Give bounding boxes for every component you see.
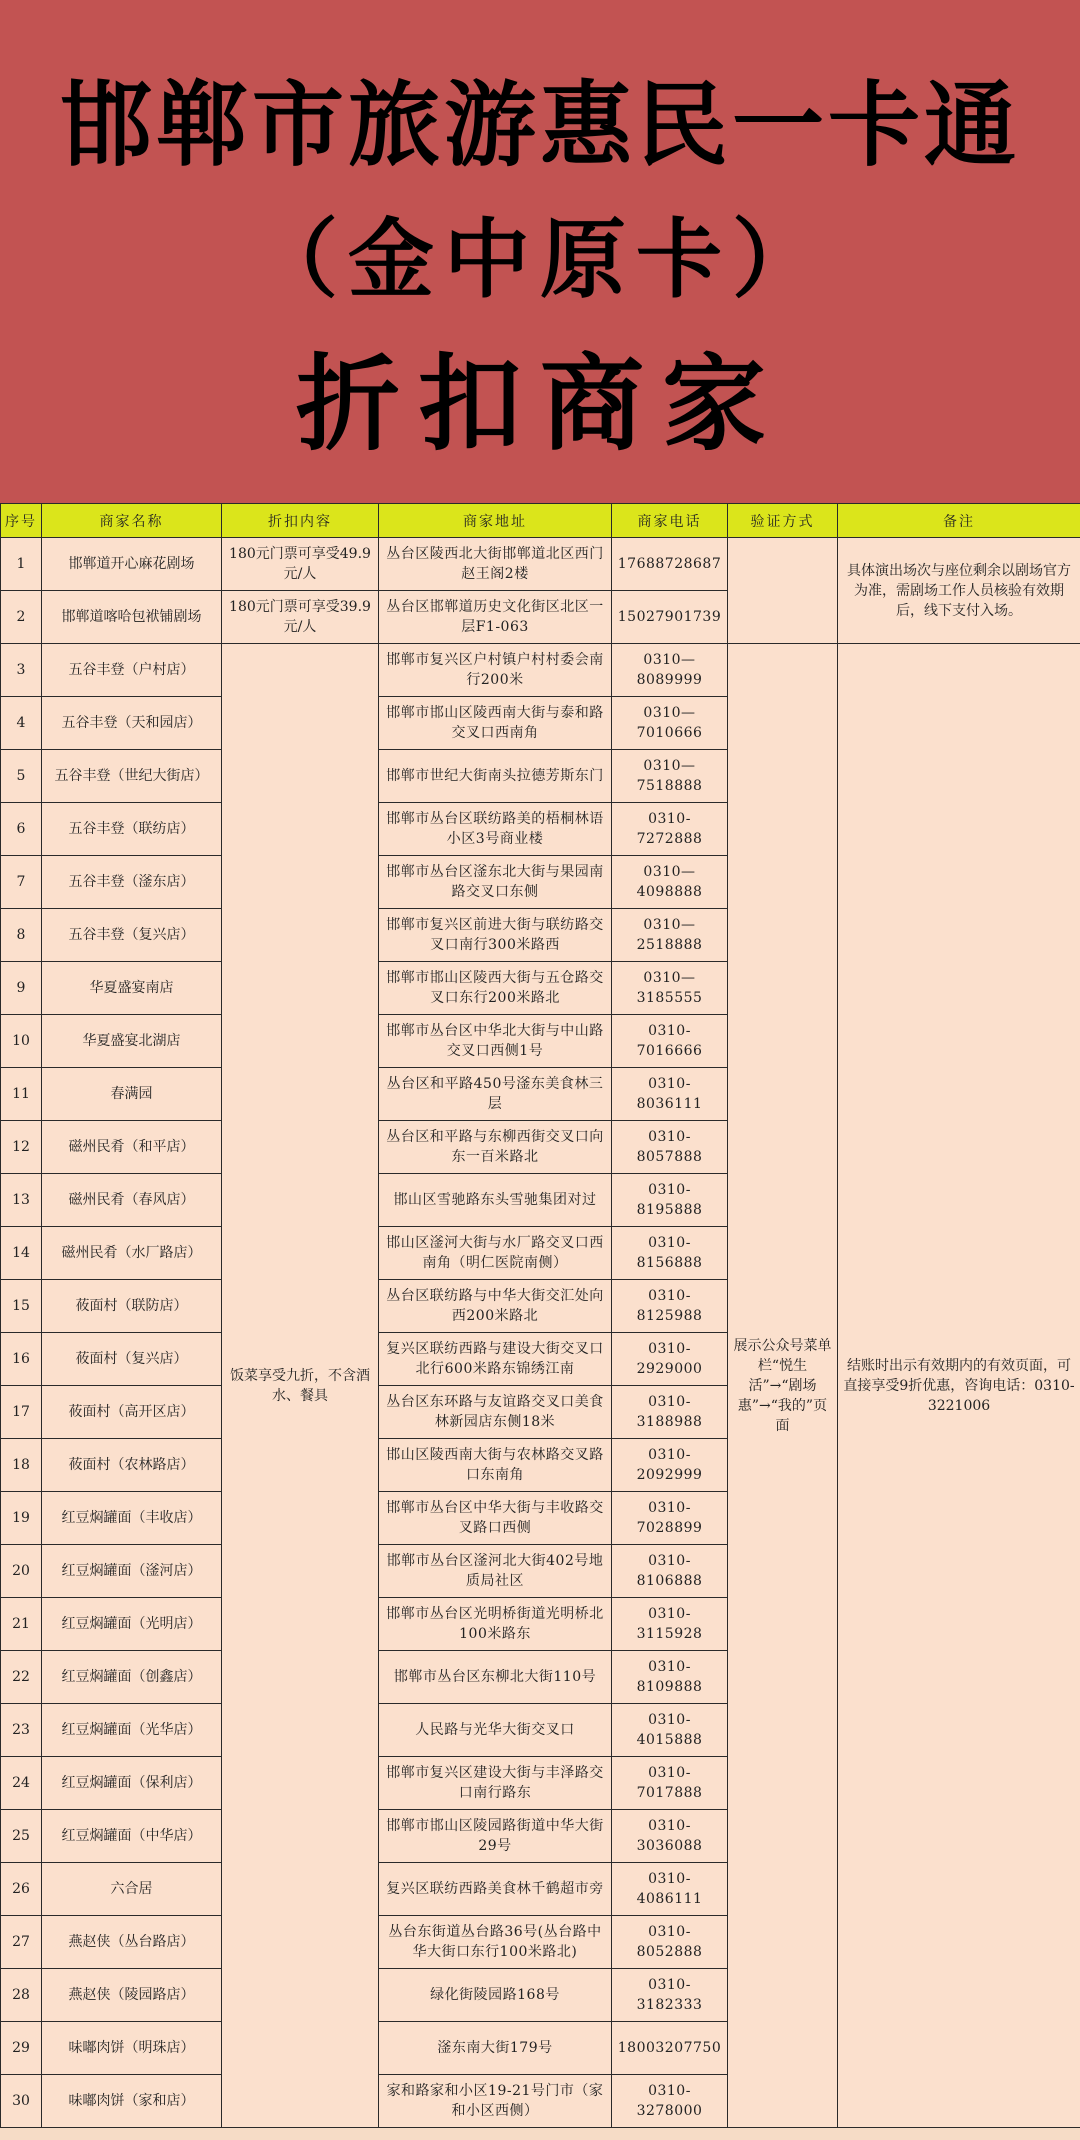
row-number: 12 (1, 1121, 42, 1174)
merchant-name: 莜面村（复兴店） (42, 1333, 222, 1386)
merchant-address: 邯郸市丛台区联纺路美的梧桐林语小区3号商业楼 (379, 803, 612, 856)
row-number: 7 (1, 856, 42, 909)
merchant-name: 红豆焖罐面（丰收店） (42, 1492, 222, 1545)
merchant-phone: 0310-8057888 (612, 1121, 728, 1174)
merchant-address: 丛台区邯郸道历史文化街区北区一层F1-063 (379, 591, 612, 644)
merchant-name: 六合居 (42, 1863, 222, 1916)
merchant-name: 莜面村（联防店） (42, 1280, 222, 1333)
merchant-table (0, 503, 1080, 2128)
merchant-address: 邯郸市丛台区中华北大街与中山路交叉口西侧1号 (379, 1015, 612, 1068)
title-line-2: （金中原卡） (252, 210, 828, 310)
merchant-phone: 0310—7518888 (612, 750, 728, 803)
merchant-name: 红豆焖罐面（滏河店） (42, 1545, 222, 1598)
merchant-name: 五谷丰登（复兴店） (42, 909, 222, 962)
merchant-name: 磁州民肴（春风店） (42, 1174, 222, 1227)
merchant-name: 五谷丰登（世纪大街店） (42, 750, 222, 803)
verify-method-empty (728, 538, 838, 644)
merchant-address: 邯郸市复兴区户村镇户村村委会南行200米 (379, 644, 612, 697)
merchant-phone: 0310-7017888 (612, 1757, 728, 1810)
title-line-1: 邯郸市旅游惠民一卡通 (59, 72, 1020, 179)
row-number: 30 (1, 2075, 42, 2128)
remark: 具体演出场次与座位剩余以剧场官方为准，需剧场工作人员核验有效期后，线下支付入场。 (838, 538, 1080, 644)
merchant-name: 味嘟肉饼（明珠店） (42, 2022, 222, 2075)
row-number: 8 (1, 909, 42, 962)
merchant-name: 味嘟肉饼（家和店） (42, 2075, 222, 2128)
row-number: 4 (1, 697, 42, 750)
merchant-phone: 17688728687 (612, 538, 728, 591)
merchant-address: 邯山区陵西南大街与农林路交叉路口东南角 (379, 1439, 612, 1492)
title-banner (0, 0, 1080, 503)
merchant-address: 邯郸市邯山区陵西南大街与泰和路交叉口西南角 (379, 697, 612, 750)
merchant-phone: 0310-8106888 (612, 1545, 728, 1598)
merchant-name: 春满园 (42, 1068, 222, 1121)
discount-content: 饭菜享受九折，不含酒水、餐具 (222, 644, 379, 2128)
table-body (1, 538, 1080, 2128)
merchant-phone: 0310-2929000 (612, 1333, 728, 1386)
merchant-name: 五谷丰登（户村店） (42, 644, 222, 697)
row-number: 19 (1, 1492, 42, 1545)
row-number: 11 (1, 1068, 42, 1121)
merchant-address: 邯郸市丛台区东柳北大街110号 (379, 1651, 612, 1704)
merchant-address: 邯郸市丛台区滏河北大街402号地质局社区 (379, 1545, 612, 1598)
merchant-name: 莜面村（农林路店） (42, 1439, 222, 1492)
merchant-phone: 0310-7272888 (612, 803, 728, 856)
row-number: 26 (1, 1863, 42, 1916)
merchant-phone: 0310-8052888 (612, 1916, 728, 1969)
merchant-phone: 0310-7016666 (612, 1015, 728, 1068)
merchant-name: 五谷丰登（联纺店） (42, 803, 222, 856)
header-verify: 验证方式 (728, 504, 838, 538)
merchant-address: 邯郸市邯山区陵西大街与五仓路交叉口东行200米路北 (379, 962, 612, 1015)
row-number: 17 (1, 1386, 42, 1439)
row-number: 21 (1, 1598, 42, 1651)
merchant-phone: 0310-8156888 (612, 1227, 728, 1280)
merchant-name: 邯郸道开心麻花剧场 (42, 538, 222, 591)
merchant-address: 绿化街陵园路168号 (379, 1969, 612, 2022)
remark: 结账时出示有效期内的有效页面，可直接享受9折优惠，咨询电话：0310-3221006 (838, 644, 1080, 2128)
row-number: 16 (1, 1333, 42, 1386)
merchant-phone: 0310-8109888 (612, 1651, 728, 1704)
merchant-phone: 0310—2518888 (612, 909, 728, 962)
merchant-name: 五谷丰登（天和园店） (42, 697, 222, 750)
merchant-address: 丛台区和平路450号滏东美食林三层 (379, 1068, 612, 1121)
table-row (1, 538, 1080, 591)
row-number: 25 (1, 1810, 42, 1863)
merchant-address: 邯山区滏河大街与水厂路交叉口西南角（明仁医院南侧） (379, 1227, 612, 1280)
merchant-address: 人民路与光华大街交叉口 (379, 1704, 612, 1757)
row-number: 1 (1, 538, 42, 591)
merchant-name: 磁州民肴（和平店） (42, 1121, 222, 1174)
row-number: 9 (1, 962, 42, 1015)
merchant-address: 邯郸市丛台区光明桥街道光明桥北100米路东 (379, 1598, 612, 1651)
verify-method: 展示公众号菜单栏“悦生活”→“剧场惠”→“我的”页面 (728, 644, 838, 2128)
merchant-name: 华夏盛宴南店 (42, 962, 222, 1015)
table-row (1, 644, 1080, 697)
row-number: 18 (1, 1439, 42, 1492)
discount-content: 180元门票可享受39.9元/人 (222, 591, 379, 644)
row-number: 23 (1, 1704, 42, 1757)
merchant-address: 丛台区陵西北大街邯郸道北区西门赵王阁2楼 (379, 538, 612, 591)
row-number: 29 (1, 2022, 42, 2075)
table-header-row (1, 504, 1080, 538)
merchant-address: 丛台区和平路与东柳西街交叉口向东一百米路北 (379, 1121, 612, 1174)
merchant-phone: 0310-3278000 (612, 2075, 728, 2128)
merchant-phone: 0310-8036111 (612, 1068, 728, 1121)
header-discount: 折扣内容 (222, 504, 379, 538)
merchant-phone: 0310-2092999 (612, 1439, 728, 1492)
merchant-name: 红豆焖罐面（保利店） (42, 1757, 222, 1810)
row-number: 13 (1, 1174, 42, 1227)
merchant-address: 邯山区雪驰路东头雪驰集团对过 (379, 1174, 612, 1227)
row-number: 5 (1, 750, 42, 803)
merchant-name: 燕赵侠（陵园路店） (42, 1969, 222, 2022)
merchant-name: 华夏盛宴北湖店 (42, 1015, 222, 1068)
row-number: 24 (1, 1757, 42, 1810)
row-number: 10 (1, 1015, 42, 1068)
merchant-name: 五谷丰登（滏东店） (42, 856, 222, 909)
row-number: 28 (1, 1969, 42, 2022)
merchant-phone: 0310-3036088 (612, 1810, 728, 1863)
merchant-name: 红豆焖罐面（光华店） (42, 1704, 222, 1757)
merchant-address: 丛台区东环路与友谊路交叉口美食林新园店东侧18米 (379, 1386, 612, 1439)
header-address: 商家地址 (379, 504, 612, 538)
merchant-name: 红豆焖罐面（创鑫店） (42, 1651, 222, 1704)
merchant-phone: 18003207750 (612, 2022, 728, 2075)
merchant-phone: 0310-4015888 (612, 1704, 728, 1757)
row-number: 2 (1, 591, 42, 644)
merchant-name: 莜面村（高开区店） (42, 1386, 222, 1439)
merchant-phone: 0310—4098888 (612, 856, 728, 909)
header-note: 备注 (838, 504, 1080, 538)
row-number: 20 (1, 1545, 42, 1598)
header-phone: 商家电话 (612, 504, 728, 538)
merchant-address: 丛台区联纺路与中华大街交汇处向西200米路北 (379, 1280, 612, 1333)
merchant-name: 邯郸道喀哈包袱铺剧场 (42, 591, 222, 644)
merchant-phone: 0310-8125988 (612, 1280, 728, 1333)
merchant-phone: 0310-7028899 (612, 1492, 728, 1545)
merchant-address: 家和路家和小区19-21号门市（家和小区西侧） (379, 2075, 612, 2128)
merchant-address: 邯郸市丛台区中华大街与丰收路交叉路口西侧 (379, 1492, 612, 1545)
merchant-phone: 0310—8089999 (612, 644, 728, 697)
merchant-phone: 0310—7010666 (612, 697, 728, 750)
discount-content: 180元门票可享受49.9元/人 (222, 538, 379, 591)
merchant-phone: 0310-3115928 (612, 1598, 728, 1651)
merchant-address: 邯郸市复兴区建设大街与丰泽路交口南行路东 (379, 1757, 612, 1810)
row-number: 14 (1, 1227, 42, 1280)
merchant-name: 燕赵侠（丛台路店） (42, 1916, 222, 1969)
header-no: 序号 (1, 504, 42, 538)
merchant-address: 邯郸市世纪大街南头拉德芳斯东门 (379, 750, 612, 803)
header-name: 商家名称 (42, 504, 222, 538)
merchant-address: 邯郸市邯山区陵园路街道中华大街29号 (379, 1810, 612, 1863)
row-number: 22 (1, 1651, 42, 1704)
merchant-phone: 0310-4086111 (612, 1863, 728, 1916)
merchant-name: 红豆焖罐面（光明店） (42, 1598, 222, 1651)
merchant-phone: 0310-8195888 (612, 1174, 728, 1227)
row-number: 3 (1, 644, 42, 697)
merchant-phone: 0310-3182333 (612, 1969, 728, 2022)
merchant-address: 丛台东街道丛台路36号(丛台路中华大街口东行100米路北) (379, 1916, 612, 1969)
merchant-name: 红豆焖罐面（中华店） (42, 1810, 222, 1863)
merchant-name: 磁州民肴（水厂路店） (42, 1227, 222, 1280)
row-number: 15 (1, 1280, 42, 1333)
merchant-address: 复兴区联纺西路美食林千鹤超市旁 (379, 1863, 612, 1916)
row-number: 6 (1, 803, 42, 856)
merchant-address: 复兴区联纺西路与建设大街交叉口北行600米路东锦绣江南 (379, 1333, 612, 1386)
merchant-address: 邯郸市丛台区滏东北大街与果园南路交叉口东侧 (379, 856, 612, 909)
merchant-address: 邯郸市复兴区前进大街与联纺路交叉口南行300米路西 (379, 909, 612, 962)
merchant-phone: 0310—3185555 (612, 962, 728, 1015)
merchant-phone: 15027901739 (612, 591, 728, 644)
merchant-phone: 0310-3188988 (612, 1386, 728, 1439)
merchant-address: 滏东南大街179号 (379, 2022, 612, 2075)
title-line-3: 折扣商家 (295, 343, 784, 465)
row-number: 27 (1, 1916, 42, 1969)
